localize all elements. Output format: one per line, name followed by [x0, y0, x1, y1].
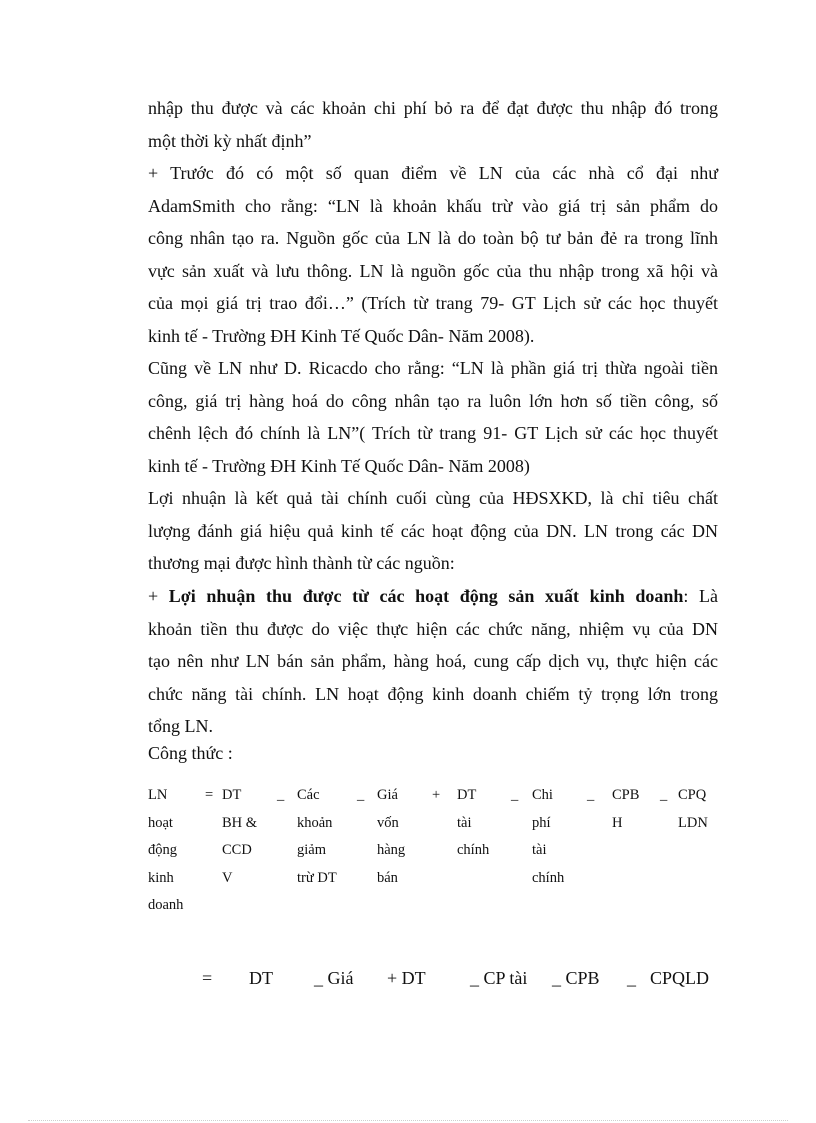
text-line: chênh lệch đó chính là LN”( Trích từ trang 91- GT Lịch sử các học thuyết [148, 423, 718, 444]
text-line: Công thức : [148, 743, 233, 763]
term-line: Các [297, 787, 320, 803]
term-line: hàng [377, 842, 406, 858]
formula-term [457, 782, 489, 865]
term-line: DT [222, 787, 242, 803]
formula-term [377, 782, 405, 892]
formula-label [148, 737, 718, 770]
text-line: thương mại được hình thành từ các nguồn: [148, 553, 455, 574]
text-line: lượng đánh giá hiệu quả kinh tế các hoạt động của DN. LN trong các DN [148, 520, 718, 541]
term-line: Chi [532, 787, 553, 803]
term-line: V [222, 869, 233, 886]
term-line: LDN [678, 814, 708, 831]
formula-term [148, 782, 183, 920]
page-bottom-divider [28, 1120, 788, 1121]
text-line: tạo nên như LN bán sản phẩm, hàng hoá, cung cấp dịch vụ, thực hiện các [148, 651, 718, 672]
text-line: kinh tế - Trường ĐH Kinh Tế Quốc Dân- Năm 2008) [148, 455, 530, 476]
formula-operator: _ [660, 787, 668, 803]
term-line: giảm [297, 842, 326, 858]
text-line: của mọi giá trị trao đổi…” (Trích từ trang 79- GT Lịch sử các học thuyết [148, 293, 718, 314]
bullet-prefix: + [148, 586, 169, 606]
term-line: doanh [148, 897, 184, 913]
formula-operator: + [432, 787, 441, 803]
summary-operator: _ [627, 968, 636, 988]
term-line: H [612, 814, 623, 831]
formula-term [297, 782, 337, 892]
summary-equals: = [202, 968, 213, 988]
term-line: bán [377, 869, 398, 886]
formula-operator: _ [277, 787, 285, 803]
term-line: động [148, 842, 177, 858]
text-line: tổng LN. [148, 716, 213, 737]
text-line: + Trước đó có một số quan điểm về LN của các nhà cổ đại như [148, 163, 718, 183]
text-line: chức năng tài chính. LN hoạt động kinh doanh chiếm tỷ trọng lớn trong [148, 683, 718, 704]
term-line: BH & [222, 814, 258, 831]
term-line: khoản [297, 814, 333, 831]
term-line: CPB [612, 787, 640, 803]
text-line: kinh tế - Trường ĐH Kinh Tế Quốc Dân- Năm 2008). [148, 325, 535, 346]
text-line: Lợi nhuận là kết quả tài chính cuối cùng của HĐSXKD, là chỉ tiêu chất [148, 488, 718, 508]
summary-term: + DT [387, 968, 426, 988]
text-line: công, giá trị hàng hoá do công nhân tạo ra luôn lớn hơn số tiền công, số [148, 390, 718, 411]
formula-term [532, 782, 564, 892]
text-line: Cũng về LN như D. Ricacdo cho rằng: “LN là phần giá trị thừa ngoài tiền [148, 358, 718, 378]
term-line: vốn [377, 814, 399, 831]
term-line: DT [457, 787, 477, 803]
text-line: một thời kỳ nhất định” [148, 130, 312, 151]
text-line: khoản tiền thu được do việc thực hiện các chức năng, nhiệm vụ của DN [148, 618, 718, 639]
summary-term: CPQLD [650, 968, 710, 988]
text-line: vực sản xuất và lưu thông. LN là nguồn gốc của thu nhập trong xã hội và [148, 260, 718, 281]
paragraph-1 [148, 92, 718, 157]
term-line: chính [532, 869, 565, 886]
summary-term: _ CP tài [470, 968, 528, 988]
formula-term [612, 782, 639, 837]
paragraph-5 [148, 580, 718, 743]
text-line: công nhân tạo ra. Nguồn gốc của LN là do toàn bộ tư bản đẻ ra trong lĩnh [148, 228, 718, 249]
paragraph-4 [148, 482, 718, 580]
formula-operator: = [205, 787, 214, 803]
term-line: phí [532, 814, 551, 831]
text-line: nhập thu được và các khoản chi phí bỏ ra để đạt được thu nhập đó trong [148, 98, 718, 118]
formula-operator: _ [511, 787, 519, 803]
term-line: LN [148, 787, 168, 803]
term-line: Giá [377, 787, 398, 803]
term-line: tài [457, 814, 472, 831]
formula-term [222, 782, 257, 892]
text-line [148, 580, 718, 613]
summary-term: DT [249, 968, 273, 988]
term-line: chính [457, 842, 490, 858]
formula-term [678, 782, 708, 837]
formula-table [0, 782, 816, 932]
summary-term: _ CPB [552, 968, 600, 988]
paragraph-3 [148, 352, 718, 482]
term-line: trừ DT [297, 869, 337, 886]
term-line: hoạt [148, 814, 173, 831]
formula-operator: _ [587, 787, 595, 803]
formula-operator: _ [357, 787, 365, 803]
summary-term: _ Giá [314, 968, 354, 988]
heading-continuation: : Là [683, 586, 718, 606]
text-line: AdamSmith cho rằng: “LN là khoản khấu trừ vào giá trị sản phẩm do [148, 195, 718, 216]
term-line: tài [532, 842, 547, 858]
paragraph-2 [148, 157, 718, 353]
term-line: CPQ [678, 787, 707, 803]
bold-heading: Lợi nhuận thu được từ các hoạt động sản xuất kinh doanh [168, 586, 684, 606]
term-line: kinh [148, 869, 174, 886]
term-line: CCD [222, 842, 252, 858]
